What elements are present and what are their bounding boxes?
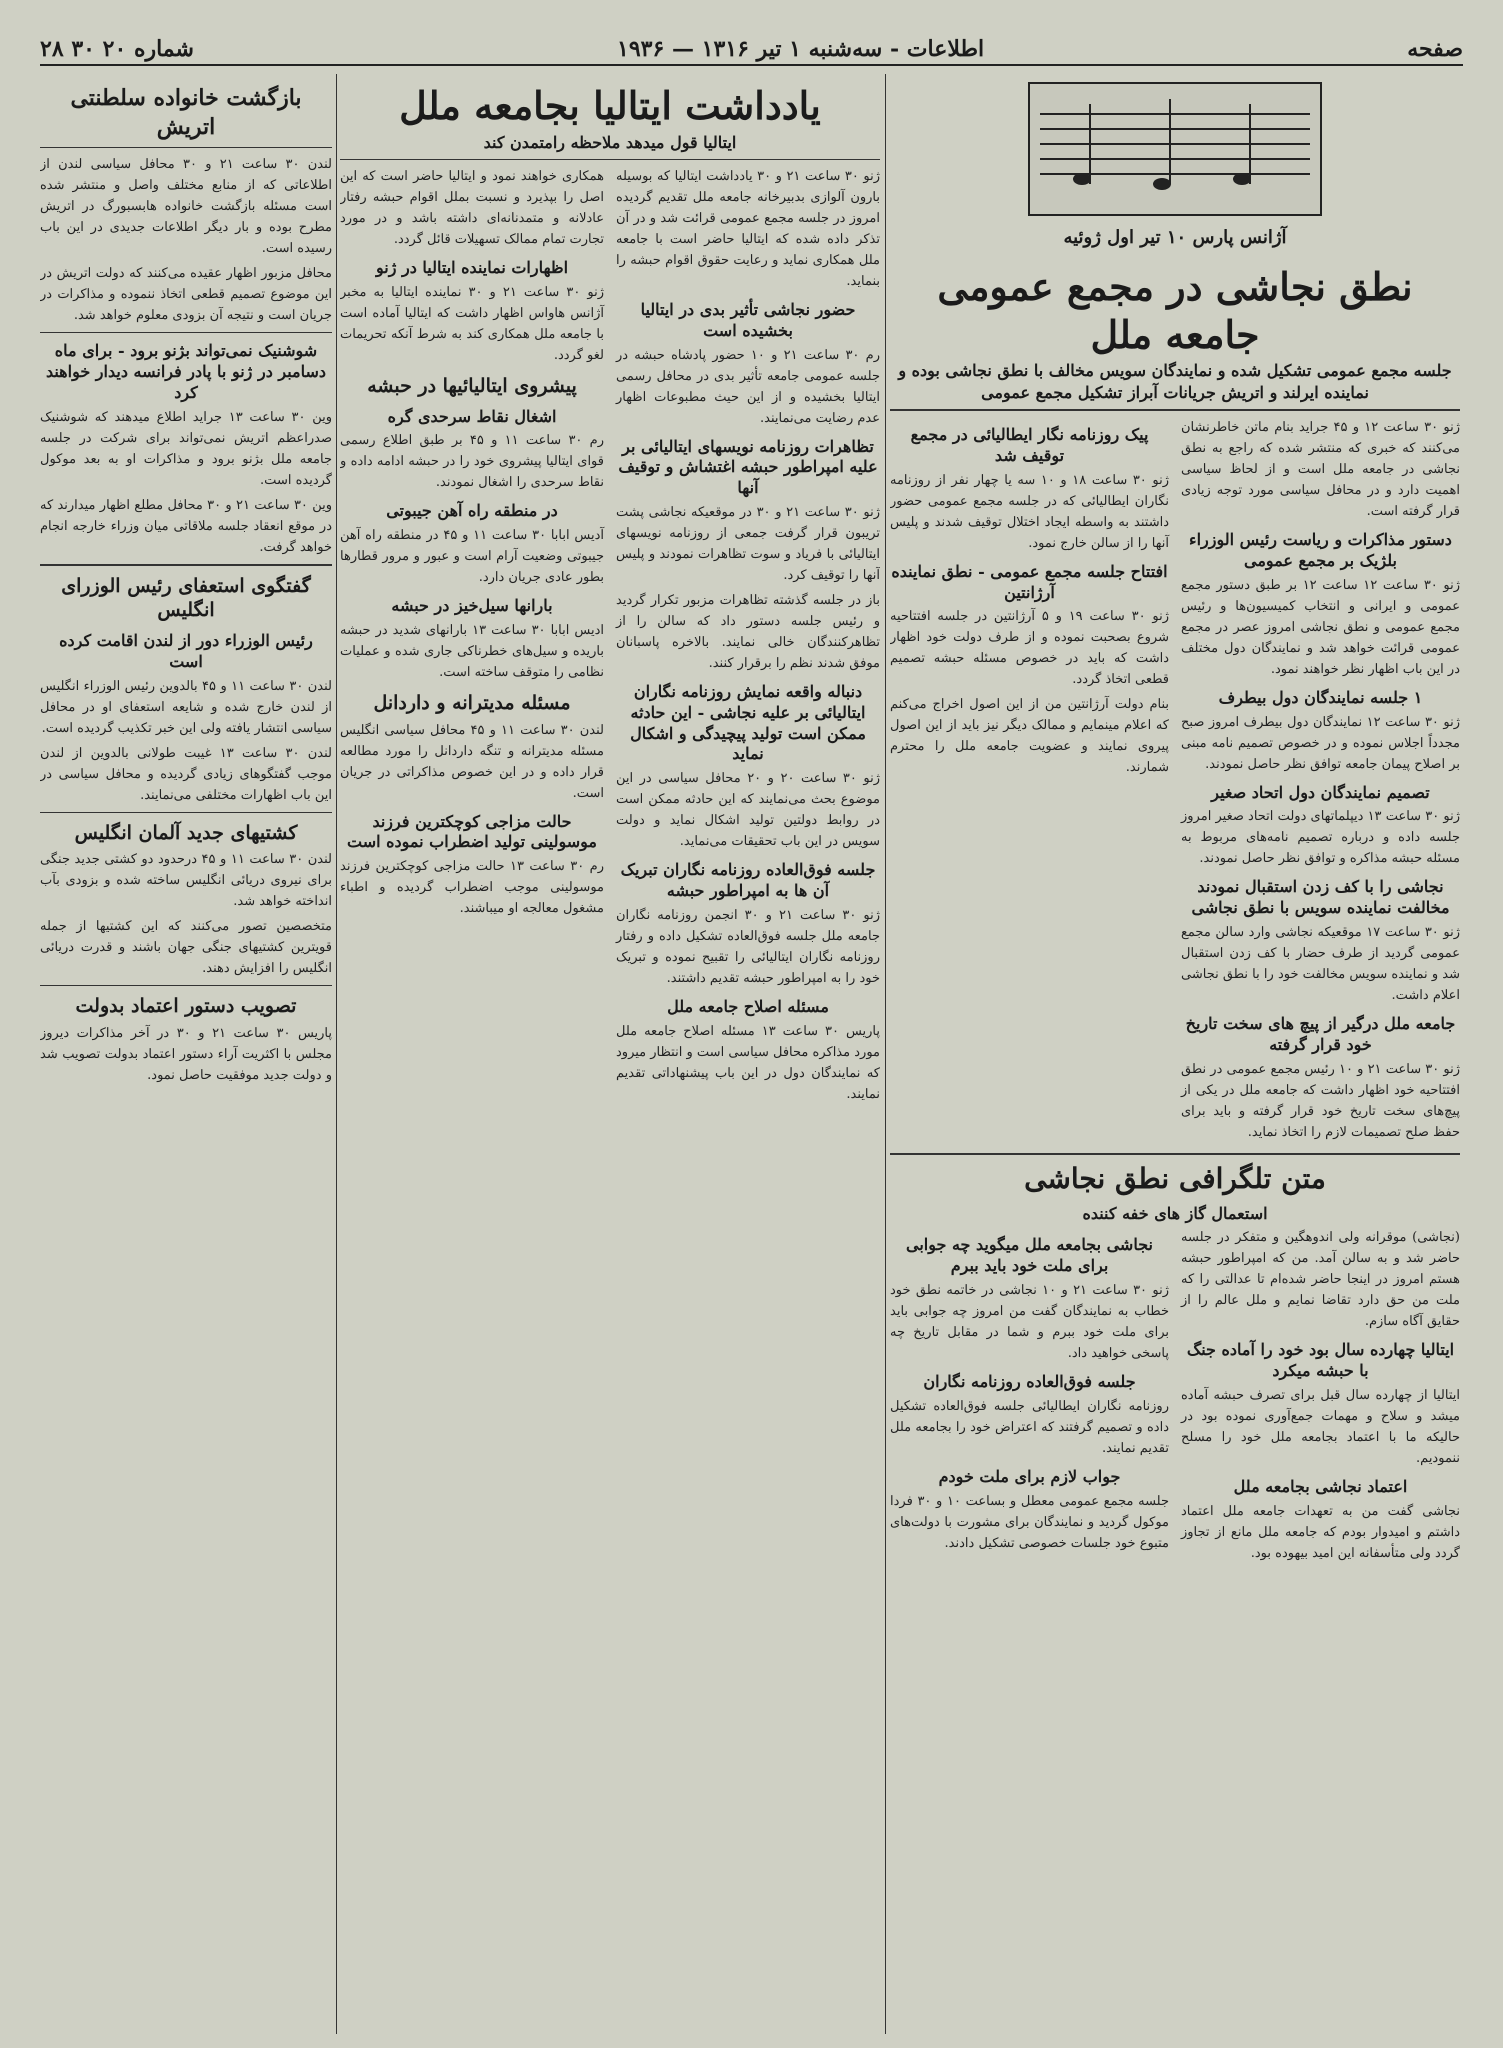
section-title: مسئله اصلاح جامعه ملل [667, 996, 829, 1016]
masthead-title: اطلاعات - سه‌شنبه ۱ تیر ۱۳۱۶ — ۱۹۳۶ [617, 36, 985, 62]
section-title: اظهارات نماینده ایتالیا در ژنو [375, 258, 569, 278]
divider [340, 159, 880, 160]
subcolumn-left [890, 417, 1169, 1146]
section-subtitle: استعمال گاز های خفه کننده [1082, 1203, 1268, 1223]
divider [40, 564, 332, 566]
staff-lines-icon [1030, 84, 1320, 214]
article-body: ژنو ۳۰ ساعت ۱۸ و ۱۰ سه یا چهار نفر از روزنامه نگاران ایطالیائی که در جلسه مجمع عمومی حضور داشتند به واسطه ایجاد اختلال توقیف شدند و پلیس آنها را از سالن خارج نمود. [890, 472, 1169, 551]
subcolumn-right [1181, 417, 1460, 1146]
page-label: صفحه [1407, 36, 1463, 62]
divider [890, 409, 1460, 411]
section-headline: بازگشت خانواده سلطنتی اتریش [70, 85, 302, 140]
section-title: جواب لازم برای ملت خودم [938, 1466, 1121, 1486]
article-body: ژنو ۳۰ ساعت ۱۲ و ۴۵ جراید بنام ماتن خاطرنشان می‌کنند که خبری که منتشر شده که راجع به نطق نجاشی در جامعه ملل است و از لحاظ سیاسی اهمیت دارد و در محافل سیاسی مورد توجه زیادی قرار گرفته است. [1181, 420, 1460, 520]
section-title: شوشنیک نمی‌تواند بژنو برود - برای ماه دسامبر در ژنو با پادر فرانسه دیدار خواهند کرد [45, 341, 327, 402]
article-body: ژنو ۳۰ ساعت ۱۹ و ۵ آرژانتین در جلسه افتتاحیه شروع بصحبت نموده و از طرف دولت خود اظهار داشت که باید در خصوص مسئله حبشه تصمیم قطعی اتخاذ گردد. [890, 609, 1169, 688]
article-body: متخصصین تصور می‌کنند که این کشتیها از جمله قویترین کشتیهای جنگی جهان باشند و قدرت دریائی انگلیس را افزایش دهند. [40, 919, 332, 977]
section-title: بارانها سیل‌خیز در حبشه [391, 596, 553, 616]
article-body: وین ۳۰ ساعت ۲۱ و ۳۰ محافل مطلع اظهار میدارند که در موقع انعقاد جلسه ملاقاتی میان وزراء خارجه انجام خواهد گرفت. [40, 497, 332, 555]
article-body: جلسه مجمع عمومی معطل و بساعت ۱۰ و ۳۰ فردا موکول گردید و نمایندگان برای مشورت با دولت‌های متبوع خود جلسات خصوصی تشکیل دادند. [890, 1493, 1170, 1551]
article-body: رم ۳۰ ساعت ۱۱ و ۴۵ بر طبق اطلاع رسمی قوای ایتالیا پیشروی خود را در حبشه ادامه داده و نقاط سرحدی را اشغال نمودند. [340, 433, 604, 491]
article-body: ژنو ۳۰ ساعت ۲۱ و ۱۰ نجاشی در خاتمه نطق خود خطاب به نمایندگان گفت من امروز چه جوابی باید برای ملت خود ببرم و شما در مقابل تاریخ چه پاسخی خواهید داد. [890, 1282, 1169, 1361]
divider [40, 812, 332, 813]
article-body: محافل مزبور اظهار عقیده می‌کنند که دولت اتریش در این موضوع تصمیم قطعی اتخاذ ننموده و مذاکرات در جریان است و نتیجه آن بزودی معلوم خواهد شد. [40, 266, 332, 324]
section-title: ۱ جلسه نمایندگان دول بیطرف [1218, 687, 1423, 707]
subcolumn-left [890, 1227, 1169, 1567]
section-title: پیشروی ایتالیائیها در حبشه [367, 374, 577, 397]
section-title: پیک روزنامه نگار ایطالیائی در مجمع توقیف شد [910, 425, 1149, 465]
divider [40, 332, 332, 333]
section-title: حالت مزاجی کوچکترین فرزند موسولینی تولید اضطراب نموده است [346, 811, 597, 852]
article-body: ژنو ۳۰ ساعت ۲۱ و ۳۰ یادداشت ایتالیا که بوسیله بارون آلوازی بدبیرخانه جامعه ملل تقدیم گردیده امروز در جلسه مجمع عمومی قرائت شد و در آن تذکر داده شده که ایتالیا حاضر است با جامعه ملل همکاری نماید و رعایت حقوق اقوام حبشه را بنماید. [616, 169, 880, 290]
section-title: جلسه فوق‌العاده روزنامه نگاران تبریک آن ها به امپراطور حبشه [620, 860, 876, 901]
section-title: دستور مذاکرات و ریاست رئیس الوزراء بلژیک بر مجمع عمومی [1189, 530, 1452, 570]
section-title: کشتیهای جدید آلمان انگلیس [74, 821, 298, 844]
section-title: نجاشی بجامعه ملل میگوید چه جوابی برای ملت خود باید ببرم [906, 1235, 1153, 1276]
section-title: در منطقه راه آهن جیبوتی [386, 501, 558, 521]
column-rule [885, 74, 886, 2034]
section-title: حضور نجاشی تأثیر بدی در ایتالیا بخشیده است [640, 300, 856, 340]
divider [890, 1153, 1460, 1155]
article-body: وین ۳۰ ساعت ۱۳ جراید اطلاع میدهند که شوشنیک صدراعظم اتریش نمی‌تواند برای شرکت در جلسه جامعه ملل بژنو برود و مذاکرات او به بعد موکول گردیده است. [40, 409, 332, 488]
column-right [890, 76, 1460, 1568]
section-title: جامعه ملل درگیر از پیچ های سخت تاریخ خود قرار گرفته [1185, 1013, 1456, 1054]
two-column-block [340, 166, 880, 1109]
article-body: ژنو ۳۰ ساعت ۲۱ و ۳۰ نماینده ایتالیا به مخبر آژانس هاواس اظهار داشت که ایتالیا آماده است با جامعه ملل همکاری کند به شرط آنکه تحریمات لغو گردد. [340, 284, 605, 363]
section-title: مسئله مدیترانه و داردانل [373, 691, 571, 714]
section-title: تظاهرات روزنامه نویسهای ایتالیائی بر علیه امپراطور حبشه اغتشاش و توقیف آنها [618, 436, 878, 498]
two-column-block [890, 417, 1460, 1146]
section-title: گفتگوی استعفای رئیس الوزرای انگلیس [61, 574, 311, 622]
banner-caption: آژانس پارس ۱۰ تیر اول ژوئیه [1063, 227, 1287, 248]
section-subtitle: اشغال نقاط سرحدی گره [387, 406, 557, 426]
article-body: (نجاشی) موقرانه ولی اندوهگین و متفکر در جلسه حاضر شد و به سالن آمد. من که امپراطور حبشه هستم امروز در اینجا حاضر شده‌ام تا عدالتی را که ملت من حق دارد تقاضا نمایم و ملل عالم را از حقایق آگاه سازم. [1181, 1230, 1460, 1330]
subcolumn-left [340, 166, 604, 1109]
article-body: ژنو ۳۰ ساعت ۱۷ موقعیکه نجاشی وارد سالن مجمع عمومی گردید از طرف حضار با کف زدن استقبال شد و نماینده سویس مخالفت خود را با نطق نجاشی اعلام داشت. [1181, 924, 1460, 1003]
article-body: باز در جلسه گذشته تظاهرات مزبور تکرار گردید و رئیس جلسه دستور داد که سالن را از تظاهرکنندگان خالی نمایند. بالاخره پاسبانان موفق شدند نظم را برقرار کنند. [616, 593, 880, 672]
subcolumn-right [616, 166, 880, 1109]
article-body: پاریس ۳۰ ساعت ۲۱ و ۳۰ در آخر مذاکرات دیروز مجلس با اکثریت آراء دستور اعتماد بدولت تصویب شد و دولت جدید موفقیت حاصل نمود. [40, 1025, 332, 1083]
article-body: ایتالیا از چهارده سال قبل برای تصرف حبشه آماده میشد و سلاح و مهمات جمع‌آوری نموده بود در حالیکه ما با اعتماد بجامعه ملل خود را مسلح ننمودیم. [1181, 1387, 1460, 1466]
article-body: نجاشی گفت من به تعهدات جامعه ملل اعتماد داشتم و امیدوار بودم که جامعه ملل مانع از تجاوز گردد ولی متأسفانه این امید بیهوده بود. [1181, 1503, 1460, 1561]
article-body: ژنو ۳۰ ساعت ۱۲ ساعت ۱۲ بر طبق دستور مجمع عمومی و ایرانی و انتخاب کمیسیون‌ها و رئیس مجمع عمومی و نطق نجاشی امروز عصر در مجمع عمومی قرائت خواهد شد و نمایندگان دول مختلف در این باب اظهار نظر خواهند نمود. [1181, 577, 1460, 677]
section-title: تصمیم نمایندگان دول اتحاد صغیر [1211, 782, 1430, 802]
section-title: جلسه فوق‌العاده روزنامه نگاران [923, 1371, 1136, 1391]
main-subheadline: جلسه مجمع عمومی تشکیل شده و نمایندگان سویس مخالف با نطق نجاشی بوده و نماینده ایرلند و اتریش جریانات آبراز تشکیل مجمع عمومی [898, 361, 1452, 402]
column-middle [340, 76, 880, 1109]
section-headline: یادداشت ایتالیا بجامعه ملل [399, 83, 821, 128]
section-title: اعتماد نجاشی بجامعه ملل [1233, 1476, 1408, 1496]
subcolumn-right [1181, 1227, 1460, 1567]
section-title: ایتالیا چهارده سال بود خود را آماده جنگ با حبشه میکرد [1186, 1340, 1455, 1381]
divider [40, 985, 332, 986]
main-headline: نطق نجاشی در مجمع عمومی جامعه ملل [937, 264, 1413, 357]
article-body: ژنو ۳۰ ساعت ۱۲ نمایندگان دول بیطرف امروز صبح مجدداً اجلاس نموده و در خصوص تصمیم نامه مبنی بر اصلاح پیمان جامعه توافق نظر حاصل نمودند. [1181, 714, 1460, 772]
column-rule [336, 74, 337, 2034]
section-title: نجاشی را با کف زدن استقبال نمودند مخالفت نماینده سویس با نطق نجاشی [1191, 877, 1450, 918]
divider [40, 147, 332, 148]
article-body: ژنو ۳۰ ساعت ۲۱ و ۱۰ رئیس مجمع عمومی در نطق افتتاحیه خود اظهار داشت که جامعه ملل در یکی از پیچ‌های سخت تاریخ خود قرار گرفته و باید برای حفظ صلح تصمیمات لازم را اتخاذ نماید. [1181, 1061, 1460, 1140]
section-title: دنباله واقعه نمایش روزنامه نگاران ایتالیائی بر علیه نجاشی - این حادثه ممکن است تولید پیچیدگی و اشکال نماید [630, 682, 866, 764]
section-subheadline: ایتالیا قول میدهد ملاحظه رامتمدن کند [483, 132, 737, 152]
article-body: رم ۳۰ ساعت ۲۱ و ۱۰ حضور پادشاه حبشه در جلسه عمومی جامعه تأثیر بدی در محافل رسمی ایتالیا بخشیده و از این حیث مطبوعات اظهار عدم رضایت می‌نمایند. [616, 347, 880, 426]
article-body: لندن ۳۰ ساعت ۱۱ و ۴۵ بالدوین رئیس الوزراء انگلیس از لندن خارج شده و شایعه استعفای او در محافل سیاسی انتشار یافته ولی این خبر تکذیب گردیده است. [40, 678, 332, 736]
section-subtitle: رئیس الوزراء دور از لندن اقامت کرده است [59, 630, 313, 671]
article-body: ژنو ۳۰ ساعت ۲۰ و ۲۰ محافل سیاسی در این موضوع بحث می‌نمایند که این حادثه ممکن است در روابط دولتین تولید اشکال نماید و دولت سویس در این باب تحقیقات می‌نماید. [616, 771, 880, 850]
article-body: ژنو ۳۰ ساعت ۲۱ و ۳۰ انجمن روزنامه نگاران جامعه ملل جلسه فوق‌العاده تشکیل داده و رفتار روزنامه نگاران ایتالیائی را تقبیح نموده و تبریک خود را به امپراطور حبشه تقدیم داشتند. [616, 907, 880, 986]
section-headline: متن تلگرافی نطق نجاشی [1024, 1161, 1326, 1195]
article-body: ژنو ۳۰ ساعت ۲۱ و ۳۰ در موقعیکه نجاشی پشت تریبون قرار گرفت جمعی از روزنامه نویسهای ایتالیائی با فریاد و سوت تظاهرات نمودند و پلیس آنها را توقیف کرد. [616, 505, 880, 584]
article-body: روزنامه نگاران ایطالیائی جلسه فوق‌العاده تشکیل داده و تصمیم گرفتند که اعتراض خود را بجامعه ملل تقدیم نمایند. [890, 1398, 1169, 1456]
column-left [40, 76, 332, 1090]
article-body: پاریس ۳۰ ساعت ۱۳ مسئله اصلاح جامعه ملل مورد مذاکره محافل سیاسی است و انتظار میرود که نمایندگان دول در این باب پیشنهاداتی تقدیم نمایند. [616, 1023, 880, 1102]
article-body: رم ۳۰ ساعت ۱۳ حالت مزاجی کوچکترین فرزند موسولینی موجب اضطراب گردیده و اطباء مشغول معالجه او میباشند. [340, 859, 604, 917]
section-title: افتتاح جلسه مجمع عمومی - نطق نماینده آرژانتین [891, 561, 1168, 602]
article-body: لندن ۳۰ ساعت ۱۱ و ۴۵ محافل سیاسی انگلیس مسئله مدیترانه و تنگه داردانل را مورد مطالعه قرار داده و در این خصوص مذاکراتی در جریان است. [340, 722, 604, 801]
article-body: آدیس ابابا ۳۰ ساعت ۱۱ و ۴۵ در منطقه راه آهن جیبوتی وضعیت آرام است و عبور و مرور قطارها بطور عادی جریان دارد. [340, 528, 604, 586]
masthead [40, 34, 1463, 66]
section-title: تصویب دستور اعتماد بدولت [75, 995, 297, 1018]
issue-number: شماره ۲۰ ۳۰ ۲۸ [40, 36, 194, 62]
article-body: بنام دولت آرژانتین من از این اصول اخراج می‌کنم که اعلام مینمایم و ممالک دیگر نیز باید از این اصول پیروی نمایند و عضویت جامعه ملل را محترم شمارند. [890, 697, 1169, 776]
article-body: لندن ۳۰ ساعت ۱۱ و ۴۵ درحدود دو کشتی جدید جنگی برای نیروی دریائی انگلیس ساخته شده و بزودی بآب انداخته خواهد شد. [40, 852, 332, 910]
article-body: ادیس ابابا ۳۰ ساعت ۱۳ بارانهای شدید در حبشه باریده و سیل‌های خطرناکی جاری شده و عملیات نظامی را متوقف ساخته است. [340, 622, 604, 680]
article-body: لندن ۳۰ ساعت ۲۱ و ۳۰ محافل سیاسی لندن از اطلاعاتی که از منابع مختلف واصل و منتشر شده است مسئله بازگشت خانواده هابسبورگ در اتریش مطرح بوده و بار دیگر اطلاعات جدیدی در این باب رسیده است. [40, 157, 332, 257]
notes-banner [890, 82, 1460, 257]
two-column-block [890, 1227, 1460, 1567]
music-staff-graphic [1028, 82, 1322, 248]
article-body: لندن ۳۰ ساعت ۱۳ غیبت طولانی بالدوین از لندن موجب گفتگوهای زیادی گردیده و محافل سیاسی در این باب اظهارات مختلفی می‌نمایند. [40, 745, 332, 803]
article-body: ژنو ۳۰ ساعت ۱۳ دیپلماتهای دولت اتحاد صغیر امروز جلسه داده و درباره تصمیم نامه‌های مربوط به مسئله حبشه مذاکره و توافق نظر حاصل نمودند. [1181, 809, 1460, 867]
article-body: همکاری خواهند نمود و ایتالیا حاضر است که این اصل را بپذیرد و نسبت بملل اقوام حبشه رفتار عادلانه و متمدنانه‌ای داشته باشد و در مورد تجارت تمام ممالک تسهیلات قائل گردد. [340, 169, 604, 248]
